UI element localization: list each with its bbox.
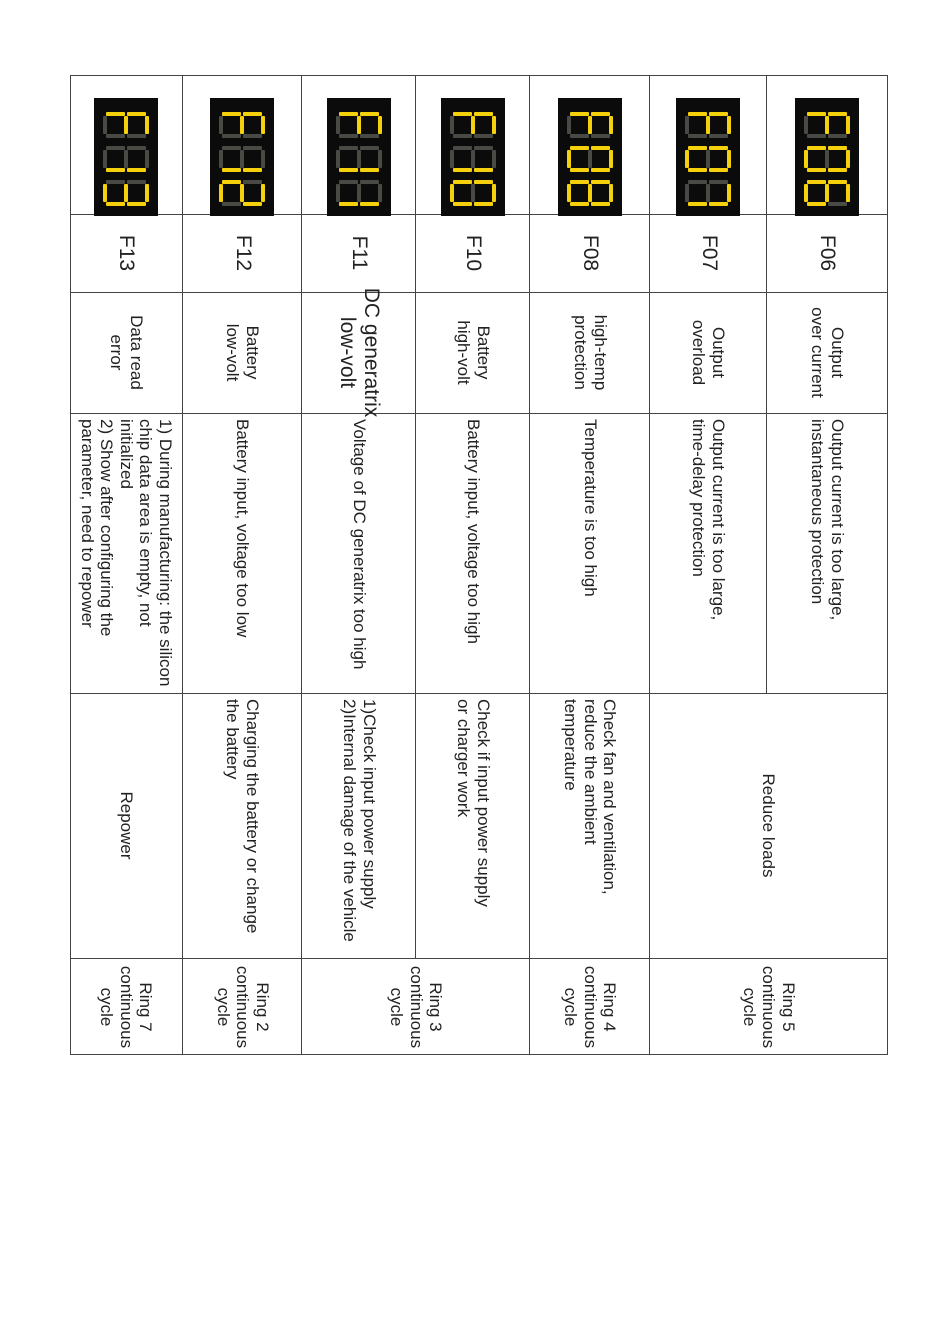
display-digit (336, 146, 382, 172)
fault-cause-line: Battery input, voltage too high (463, 419, 483, 644)
fault-cause-line: Temperature is too high (580, 419, 600, 597)
segment (710, 202, 729, 206)
segment (474, 168, 493, 172)
segment (846, 184, 850, 202)
fault-name-line: protection (571, 315, 590, 390)
alarm-pattern-line: continuous (580, 965, 600, 1049)
fault-solution-line: Check fan and ventilation, (600, 699, 620, 895)
segment (220, 184, 224, 202)
fault-solution-line: Reduce loads (759, 773, 779, 878)
alarm-pattern-line: Ring 4 (600, 982, 620, 1032)
segment (244, 168, 263, 172)
segment (339, 202, 358, 206)
segment (689, 202, 708, 206)
fault-name (650, 292, 767, 413)
fault-code (650, 214, 767, 292)
display-digit (450, 146, 496, 172)
segment (336, 184, 340, 202)
alarm-pattern-line: Ring 3 (426, 982, 446, 1032)
segment (223, 134, 242, 138)
segment (453, 146, 472, 150)
segment (807, 112, 826, 116)
segment (567, 150, 571, 168)
segment (127, 134, 146, 138)
segment (570, 146, 589, 150)
segment (127, 180, 146, 184)
alarm-pattern-line: Ring 2 (252, 982, 272, 1032)
fault-cause (302, 413, 416, 693)
alarm-pattern (70, 958, 183, 1055)
display-digit (567, 180, 613, 206)
segment (450, 184, 454, 202)
fault-solution-line: Check if input power supply (473, 699, 493, 907)
segment (710, 180, 729, 184)
display-digit (686, 112, 732, 138)
fault-code-line: F07 (697, 234, 721, 272)
fault-code (302, 214, 416, 292)
fault-code (530, 214, 650, 292)
segment (223, 168, 242, 172)
segment (127, 202, 146, 206)
segment (223, 180, 242, 184)
segment (710, 146, 729, 150)
fault-cause-line: Voltage of DC generatrix too high (349, 419, 369, 670)
segment (453, 112, 472, 116)
segment (339, 146, 358, 150)
segment (127, 168, 146, 172)
segment (570, 202, 589, 206)
segment (220, 150, 224, 168)
segment (471, 150, 475, 168)
segment (474, 180, 493, 184)
seven-segment-display (327, 98, 391, 216)
segment (710, 168, 729, 172)
fault-name-line: high-temp (590, 314, 610, 391)
fault-code (183, 214, 302, 292)
segment (474, 134, 493, 138)
segment (360, 180, 379, 184)
segment (591, 202, 610, 206)
fault-solution-line: reduce the ambient (580, 699, 600, 845)
segment (103, 150, 107, 168)
segment (707, 150, 711, 168)
segment (106, 146, 125, 150)
fault-code-line: F13 (115, 234, 139, 272)
segment (707, 116, 711, 134)
alarm-pattern (530, 958, 650, 1055)
fault-code (416, 214, 530, 292)
segment (471, 116, 475, 134)
fault-solution (183, 693, 302, 958)
segment (474, 146, 493, 150)
segment (244, 112, 263, 116)
segment (710, 134, 729, 138)
segment (360, 168, 379, 172)
segment (710, 112, 729, 116)
fault-name-line: Battery (243, 325, 263, 380)
fault-solution (416, 693, 530, 958)
segment (453, 168, 472, 172)
fault-name (302, 287, 416, 418)
segment (492, 184, 496, 202)
segment (807, 168, 826, 172)
display-digit (804, 112, 850, 138)
fault-solution-line: 2)Internal damage of the vehicle (340, 699, 359, 942)
segment (807, 180, 826, 184)
alarm-pattern-line: cycle (561, 987, 581, 1027)
alarm-pattern-line: continuous (406, 965, 426, 1049)
fault-solution-line: Repower (116, 791, 136, 860)
fault-name-line: over current (808, 307, 827, 398)
segment (807, 202, 826, 206)
fault-name (530, 292, 650, 413)
fault-cause-line: Output current is too large, (827, 419, 847, 621)
segment (570, 112, 589, 116)
segment (474, 112, 493, 116)
segment (378, 150, 382, 168)
fault-cause-line: 2) Show after configuring the (97, 419, 117, 637)
segment (804, 116, 808, 134)
fault-cause-line: parameter, need to repower (77, 419, 97, 628)
fault-solution (650, 693, 887, 958)
segment (360, 202, 379, 206)
fault-cause (70, 413, 183, 693)
segment (244, 180, 263, 184)
segment (244, 202, 263, 206)
seven-segment-display (211, 98, 275, 216)
segment (336, 116, 340, 134)
segment (591, 168, 610, 172)
segment (106, 134, 125, 138)
segment (145, 150, 149, 168)
segment (728, 116, 732, 134)
segment (262, 184, 266, 202)
fault-cause-line: Output current is too large, (709, 419, 729, 621)
segment (378, 116, 382, 134)
alarm-pattern-line: cycle (387, 987, 407, 1027)
segment (106, 180, 125, 184)
segment (360, 134, 379, 138)
segment (828, 112, 847, 116)
segment (106, 202, 125, 206)
segment (339, 180, 358, 184)
segment (336, 150, 340, 168)
display-digit (804, 180, 850, 206)
segment (339, 168, 358, 172)
segment (686, 150, 690, 168)
fault-solution-line: Charging the battery or change (243, 699, 263, 934)
alarm-pattern-line: cycle (213, 987, 233, 1027)
segment (450, 150, 454, 168)
display-digit (103, 146, 149, 172)
display-digit (220, 180, 266, 206)
alarm-pattern-line: continuous (116, 965, 136, 1049)
fault-code (767, 214, 887, 292)
display-digit (450, 112, 496, 138)
segment (567, 184, 571, 202)
segment (807, 134, 826, 138)
fault-code (70, 214, 183, 292)
segment (244, 134, 263, 138)
segment (591, 134, 610, 138)
display-digit (686, 180, 732, 206)
segment (124, 116, 128, 134)
segment (471, 184, 475, 202)
segment (241, 184, 245, 202)
segment (223, 112, 242, 116)
segment (262, 116, 266, 134)
display-digit (103, 112, 149, 138)
segment (103, 184, 107, 202)
fault-cause (530, 413, 650, 693)
segment (241, 116, 245, 134)
fault-code-line: F12 (231, 234, 255, 272)
segment (828, 168, 847, 172)
segment (828, 202, 847, 206)
segment (686, 184, 690, 202)
segment (378, 184, 382, 202)
segment (103, 116, 107, 134)
segment (689, 168, 708, 172)
segment (828, 134, 847, 138)
segment (453, 134, 472, 138)
fault-code-line: F11 (348, 235, 372, 271)
segment (689, 112, 708, 116)
fault-name-line: Battery (473, 325, 493, 380)
fault-name-line: error (107, 334, 126, 371)
fault-cause-line: initialized (116, 419, 136, 489)
fault-cause-line: time-delay protection (689, 419, 709, 577)
segment (828, 146, 847, 150)
segment (474, 202, 493, 206)
segment (588, 150, 592, 168)
segment (570, 134, 589, 138)
segment (360, 146, 379, 150)
fault-cause (767, 413, 887, 693)
fault-code-line: F10 (462, 234, 486, 272)
alarm-pattern-line: Ring 5 (778, 982, 798, 1032)
segment (846, 150, 850, 168)
alarm-pattern (183, 958, 302, 1055)
fault-code-table (70, 75, 888, 1055)
fault-solution-line: 1)Check input power supply (359, 699, 379, 909)
fault-name-line: DC generatrix (360, 287, 384, 418)
fault-name (70, 292, 183, 413)
display-digit (567, 112, 613, 138)
segment (262, 150, 266, 168)
alarm-pattern (650, 958, 887, 1055)
fault-solution-line: or charger work (454, 699, 473, 818)
fault-cause (416, 413, 530, 693)
segment (223, 202, 242, 206)
segment (686, 116, 690, 134)
alarm-pattern-line: continuous (759, 965, 779, 1049)
fault-code-line: F06 (816, 234, 840, 272)
seven-segment-display (677, 98, 741, 216)
segment (689, 134, 708, 138)
display-digit (686, 146, 732, 172)
fault-solution-line: the battery (223, 699, 243, 780)
segment (339, 112, 358, 116)
segment (453, 202, 472, 206)
fault-name-line: high-volt (454, 320, 473, 385)
segment (728, 184, 732, 202)
fault-name-line: Data read (126, 315, 146, 390)
fault-solution (70, 693, 183, 958)
segment (220, 116, 224, 134)
fault-cause (183, 413, 302, 693)
alarm-pattern-line: cycle (739, 987, 759, 1027)
display-digit (336, 112, 382, 138)
alarm-pattern-line: cycle (97, 987, 117, 1027)
fault-name-line: Output (709, 326, 729, 379)
segment (825, 150, 829, 168)
fault-name (416, 292, 530, 413)
display-digit (220, 112, 266, 138)
fault-name-line: overload (689, 319, 709, 386)
fault-name-line: Output (827, 326, 847, 379)
segment (570, 180, 589, 184)
segment (339, 134, 358, 138)
segment (450, 116, 454, 134)
segment (570, 168, 589, 172)
segment (357, 116, 361, 134)
display-digit (450, 180, 496, 206)
seven-segment-display (558, 98, 622, 216)
seven-segment-display (795, 98, 859, 216)
fault-name (183, 292, 302, 413)
segment (807, 146, 826, 150)
segment (124, 150, 128, 168)
fault-cause (650, 413, 767, 693)
segment (707, 184, 711, 202)
segment (106, 112, 125, 116)
segment (846, 116, 850, 134)
segment (106, 168, 125, 172)
segment (244, 146, 263, 150)
segment (609, 150, 613, 168)
fault-name (767, 292, 887, 413)
segment (357, 150, 361, 168)
segment (591, 112, 610, 116)
segment (588, 184, 592, 202)
segment (804, 150, 808, 168)
fault-cause-line: instantaneous protection (808, 419, 827, 605)
fault-cause-line: Battery input, voltage too low (233, 419, 253, 638)
segment (124, 184, 128, 202)
segment (588, 116, 592, 134)
fault-cause-line: chip data area is empty, not (136, 419, 156, 627)
segment (127, 146, 146, 150)
alarm-pattern (302, 958, 530, 1055)
segment (241, 150, 245, 168)
segment (492, 150, 496, 168)
segment (825, 116, 829, 134)
segment (591, 146, 610, 150)
seven-segment-display (94, 98, 158, 216)
segment (127, 112, 146, 116)
fault-code-line: F08 (579, 234, 603, 272)
segment (145, 184, 149, 202)
display-digit (103, 180, 149, 206)
alarm-pattern-line: continuous (233, 965, 253, 1049)
display-digit (804, 146, 850, 172)
fault-name-line: low-volt (336, 316, 359, 389)
fault-solution (302, 693, 416, 958)
segment (453, 180, 472, 184)
table-grid (70, 75, 888, 1055)
display-digit (567, 146, 613, 172)
segment (223, 146, 242, 150)
segment (689, 146, 708, 150)
segment (567, 116, 571, 134)
segment (689, 180, 708, 184)
segment (357, 184, 361, 202)
fault-cause-line: 1) During manufacturing: the silicon (155, 419, 175, 687)
seven-segment-display (441, 98, 505, 216)
alarm-pattern-line: Ring 7 (136, 982, 156, 1032)
segment (609, 184, 613, 202)
segment (360, 112, 379, 116)
segment (492, 116, 496, 134)
segment (591, 180, 610, 184)
fault-solution-line: temperature (561, 699, 581, 791)
segment (825, 184, 829, 202)
segment (804, 184, 808, 202)
fault-solution (530, 693, 650, 958)
segment (145, 116, 149, 134)
fault-name-line: low-volt (223, 323, 243, 382)
display-digit (220, 146, 266, 172)
segment (828, 180, 847, 184)
segment (728, 150, 732, 168)
segment (609, 116, 613, 134)
display-digit (336, 180, 382, 206)
